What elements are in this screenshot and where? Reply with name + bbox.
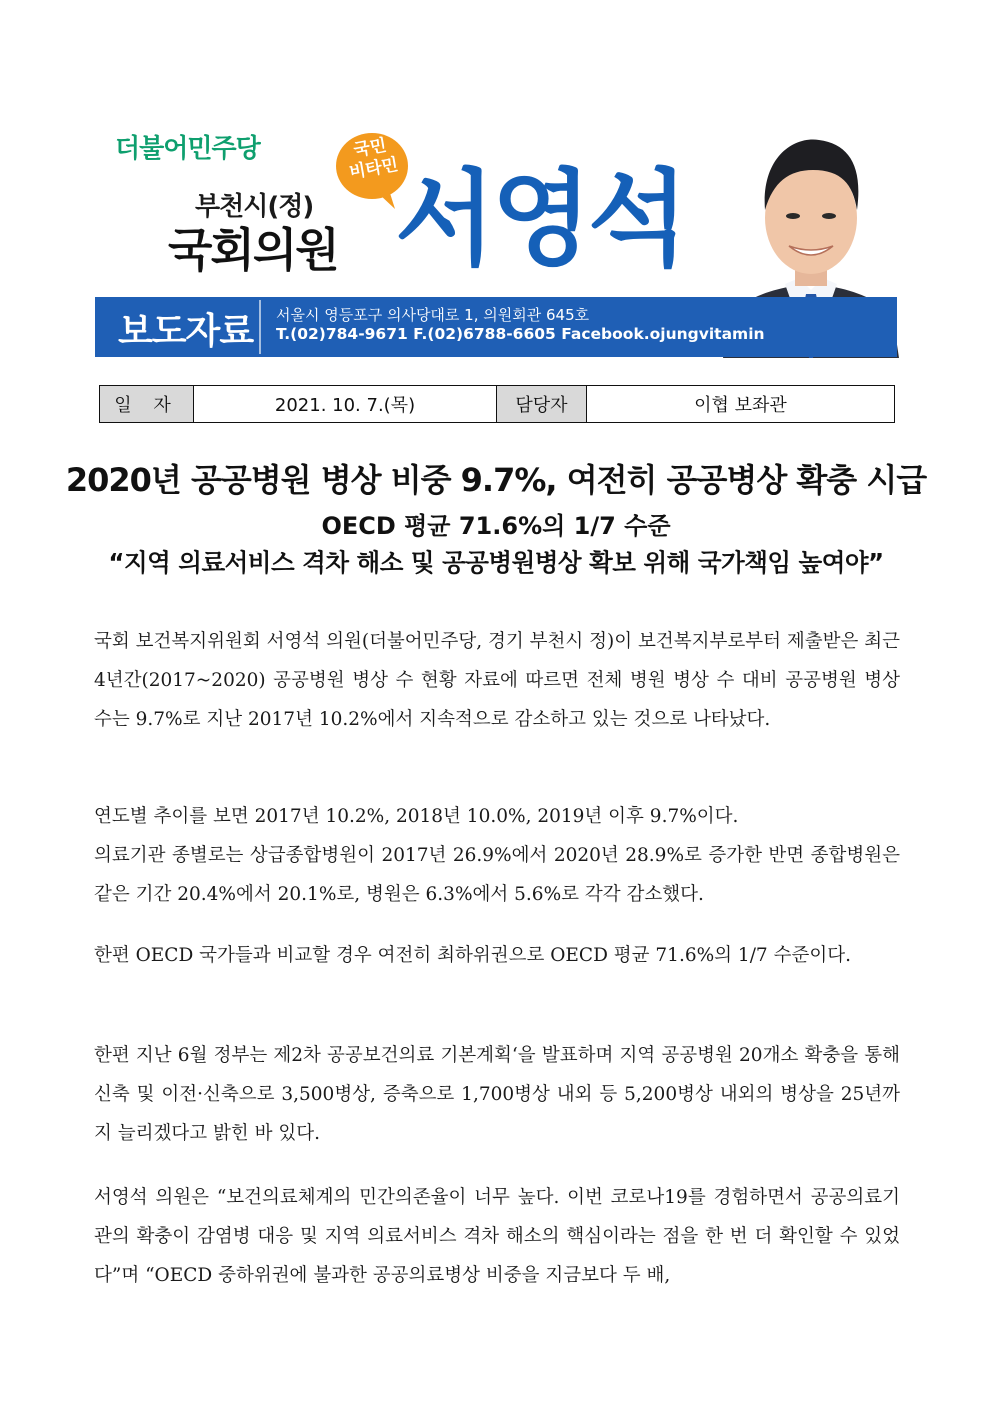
party-logo-text: 더불어민주당 bbox=[115, 134, 260, 164]
politician-name: 서영석 bbox=[395, 158, 685, 280]
main-headline: 2020년 공공병원 병상 비중 9.7%, 여전히 공공병상 확충 시급 bbox=[65, 461, 927, 499]
sub-headline-2: “지역 의료서비스 격차 해소 및 공공병원병상 확보 위해 국가책임 높여야” bbox=[108, 548, 884, 577]
office-address: 서울시 영등포구 의사당대로 1, 의원회관 645호 bbox=[276, 306, 590, 324]
body-paragraph-3 bbox=[94, 936, 900, 975]
banner-divider bbox=[259, 300, 261, 354]
paragraph-text: 한편 OECD 국가들과 비교할 경우 여전히 최하위권으로 OECD 평균 71.6%의 1/7 수준이다. bbox=[94, 945, 851, 966]
date-value: 2021. 10. 7.(목) bbox=[194, 386, 497, 422]
sub-headline-1: OECD 평균 71.6%의 1/7 수준 bbox=[321, 512, 671, 540]
body-paragraph-5 bbox=[94, 1178, 900, 1295]
body-paragraph-2 bbox=[94, 797, 900, 914]
bubble-line1: 국민 bbox=[352, 135, 388, 161]
paragraph-text: 국회 보건복지위원회 서영석 의원(더불어민주당, 경기 부천시 정)이 보건복지부로부터 제출받은 최근 4년간(2017~2020) 공공병원 병상 수 현황 자료에 따르면 전체 병원 병상 수 대비 공공병원 병상 수는 9.7%로 지난 2017년 10.2%에서 지속적으로 감소하고 있는 것으로 나타났다. bbox=[94, 631, 900, 730]
date-label: 일 자 bbox=[100, 386, 194, 422]
body-paragraph-4 bbox=[94, 1036, 900, 1153]
paragraph-text: 연도별 추이를 보면 2017년 10.2%, 2018년 10.0%, 2019년 이후 9.7%이다. bbox=[94, 806, 739, 827]
contact-info: T.(02)784-9671 F.(02)6788-6605 Facebook.ojungvitamin bbox=[276, 325, 765, 343]
district-label: 부천시(정) bbox=[195, 192, 314, 222]
contact-value: 이협 보좌관 bbox=[694, 395, 787, 416]
office-title: 국회의원 bbox=[168, 223, 338, 277]
bubble-line2: 비타민 bbox=[347, 154, 400, 183]
paragraph-text: 한편 지난 6월 정부는 제2차 공공보건의료 기본계획‘을 발표하며 지역 공공병원 20개소 확충을 통해 신축 및 이전·신축으로 3,500병상, 증축으로 1,700병상 내외 등 5,200병상 내외의 병상을 25년까지 늘리겠다고 밝힌 바 있다. bbox=[94, 1045, 900, 1144]
info-table bbox=[99, 385, 895, 423]
body-paragraph-1 bbox=[94, 622, 900, 739]
contact-label: 담당자 bbox=[497, 386, 587, 422]
press-release-label: 보도자료 bbox=[118, 311, 254, 352]
paragraph-text: 서영석 의원은 “보건의료체계의 민간의존율이 너무 높다. 이번 코로나19를 경험하면서 공공의료기관의 확충이 감염병 대응 및 지역 의료서비스 격차 해소의 핵심이라는 점을 한 번 더 확인할 수 있었다”며 “OECD 중하위권에 불과한 공공의료병상 비중을 지금보다 두 배, bbox=[94, 1187, 900, 1286]
paragraph-text: 의료기관 종별로는 상급종합병원이 2017년 26.9%에서 2020년 28.9%로 증가한 반면 종합병원은 같은 기간 20.4%에서 20.1%로, 병원은 6.3%에서 5.6%로 각각 감소했다. bbox=[94, 845, 900, 905]
